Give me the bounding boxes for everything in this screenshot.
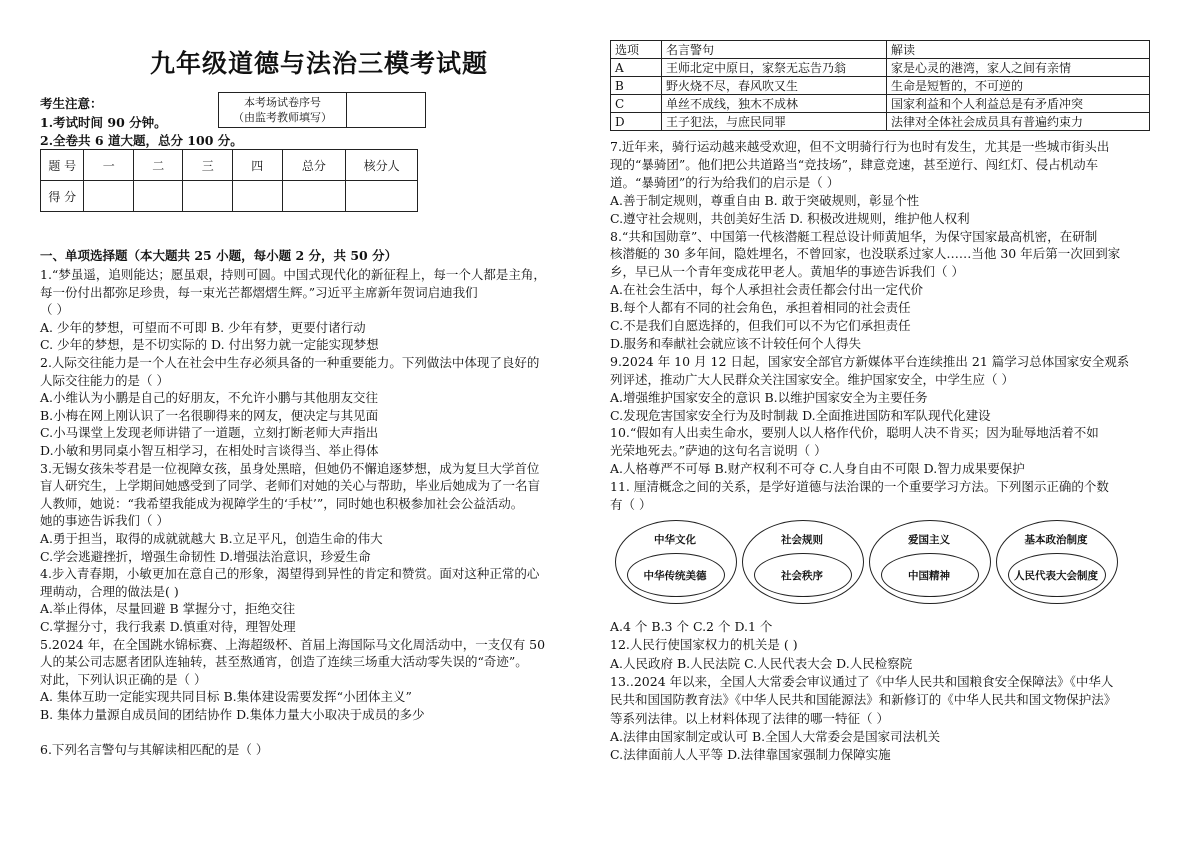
inner-oval-label: 中华传统美德	[643, 570, 707, 582]
score-cell[interactable]	[233, 181, 283, 212]
outer-oval-label: 中华文化	[654, 534, 696, 546]
quote-cell: A	[611, 59, 662, 77]
score-header-cell: 总分	[282, 150, 346, 181]
score-header-row	[41, 150, 418, 181]
question-line: 道。“暴骑团”的行为给我们的启示是（ ）	[610, 174, 840, 190]
score-table	[40, 149, 418, 212]
question-line: A.勇于担当，取得的成就就越大 B.立足平凡，创造生命的伟大	[40, 531, 383, 546]
question-line: 列评述，推动广大人民群众关注国家安全。维护国家安全，中学生应（ ）	[610, 371, 1014, 387]
quote-header-cell: 选项	[611, 41, 662, 59]
score-header-cell: 核分人	[346, 150, 418, 181]
section-heading: 一、单项选择题（本大题共 25 小题，每小题 2 分，共 50 分）	[40, 248, 398, 263]
question-line: 7.近年来，骑行运动越来越受欢迎，但不文明骑行行为也时有发生，尤其是一些城市街头出	[610, 139, 1110, 154]
question-line: 6.下列名言警句与其解读相匹配的是（ ）	[40, 742, 269, 758]
quote-cell: C	[611, 95, 662, 113]
question-line: A.在社会生活中，每个人承担社会责任都会付出一定代价	[610, 282, 924, 298]
score-row-label: 得 分	[41, 181, 84, 212]
question-line: 盲人研究生，上学期间她感受到了同学、老师们对她的关心与帮助，毕业后她成为了一名盲	[40, 478, 541, 494]
question-line: C.发现危害国家安全行为及时制裁 D.全面推进国防和军队现代化建设	[610, 407, 991, 423]
score-cell[interactable]	[346, 181, 418, 212]
question-line: B.小梅在网上刚认识了一名很聊得来的网友，便决定与其见面	[40, 407, 379, 423]
question-line: 乡，早已从一个青年变成花甲老人。黄旭华的事迹告诉我们（ ）	[610, 264, 964, 280]
question-line: C.小马课堂上发现老师讲错了一道题，立刻打断老师大声指出	[40, 425, 379, 441]
question-line: （ ）	[40, 302, 69, 318]
question-line: 2.人际交往能力是一个人在社会中生存必须具备的一种重要能力。下列做法中体现了良好的	[40, 355, 540, 370]
quote-cell: D	[611, 113, 662, 131]
score-cell[interactable]	[282, 181, 346, 212]
question-line: A. 集体互助一定能实现共同目标 B.集体建设需要发挥“小团体主义”	[40, 689, 412, 705]
quote-table	[610, 40, 1150, 131]
question-line: 4.步入青春期，小敏更加在意自己的形象，渴望得到异性的肯定和赞赏。面对这种正常的心	[40, 566, 540, 582]
question-line: 13..2024 年以来，全国人大常委会审议通过了《中华人民共和国粮食安全保障法》《中华人	[610, 673, 1114, 689]
quote-cell: 生命是短暂的，不可逆的	[887, 77, 1150, 95]
quote-row	[611, 113, 1150, 131]
inner-oval-label: 人民代表大会制度	[1014, 570, 1098, 582]
question-line: 1.“梦虽遥，追则能达；愿虽艰，持则可圆。中国式现代化的新征程上，每一个人都是主角，	[40, 267, 546, 282]
score-header-cell: 二	[133, 150, 183, 181]
question-line: A.举止得体，尽量回避 B 掌握分寸，拒绝交往	[40, 601, 296, 617]
question-line: 她的事迹告诉我们（ ）	[40, 513, 169, 529]
question-line: A. 少年的梦想，可望而不可即 B. 少年有梦，更要付诸行动	[40, 319, 366, 335]
question-line: 9.2024 年 10 月 12 日起，国家安全部官方新媒体平台连续推出 21 篇学习总体国家安全观系	[610, 353, 1130, 369]
question-line: A.善于制定规则，尊重自由 B. 敢于突破规则，彰显个性	[610, 192, 920, 208]
question-line: 11. 厘清概念之间的关系，是学好道德与法治课的一个重要学习方法。下列图示正确的个数	[610, 479, 1109, 495]
question-line: 8.“共和国勋章”、中国第一代核潜艇工程总设计师黄旭华，为保守国家最高机密，在研制	[610, 228, 1098, 244]
notice-heading: 考生注意：	[40, 96, 103, 111]
quote-cell: 法律对全体社会成员具有普遍约束力	[887, 113, 1150, 131]
question-line: C.遵守社会规则，共创美好生活 D. 积极改进规则，维护他人权利	[610, 210, 970, 226]
seat-number-box	[218, 92, 426, 128]
question-line: C.法律面前人人平等 D.法律靠国家强制力保障实施	[610, 747, 891, 763]
question-line: 3.无锡女孩朱苓君是一位视障女孩，虽身处黑暗，但她仍不懈追逐梦想，成为复旦大学首位	[40, 460, 540, 476]
outer-oval-label: 爱国主义	[908, 534, 950, 546]
question-line: 对此，下列认识正确的是（ ）	[40, 671, 207, 687]
inner-oval-label: 中国精神	[908, 570, 950, 582]
quote-cell: 家是心灵的港湾，家人之间有亲情	[887, 59, 1150, 77]
question-line: 民共和国国防教育法》《中华人民共和国能源法》和新修订的《中华人民共和国文物保护法》	[610, 692, 1117, 708]
question-line: A.小维认为小鹏是自己的好朋友，不允许小鹏与其他朋友交往	[40, 390, 379, 406]
question-line: 核潜艇的 30 多年间，隐姓埋名，不曾回家，也没联系过家人……当他 30 年后第一次回到家	[610, 246, 1121, 262]
score-row	[41, 181, 418, 212]
question-line: A.4 个 B.3 个 C.2 个 D.1 个	[610, 619, 773, 634]
quote-header-cell: 解读	[887, 41, 1150, 59]
score-header-cell: 一	[84, 150, 134, 181]
question-line: C.学会逃避挫折，增强生命韧性 D.增强法治意识，珍爱生命	[40, 548, 371, 564]
seat-box-label: 本考场试卷序号	[244, 96, 321, 109]
question-line: A.人格尊严不可辱 B.财产权利不可夺 C.人身自由不可限 D.智力成果要保护	[610, 461, 1025, 477]
outer-oval-label: 社会规则	[781, 534, 823, 546]
question-line: A.人民政府 B.人民法院 C.人民代表大会 D.人民检察院	[610, 655, 913, 671]
score-header-cell: 题 号	[41, 150, 84, 181]
question-line: B.每个人都有不同的社会角色，承担着相同的社会责任	[610, 300, 911, 316]
quote-row	[611, 77, 1150, 95]
question-line: C.掌握分寸，我行我素 D.慎重对待，理智处理	[40, 619, 296, 634]
quote-cell: 野火烧不尽，春风吹又生	[662, 77, 887, 95]
seat-box-note: （由监考教师填写）	[233, 111, 332, 124]
question-line: D.小敏和男同桌小智互相学习，在相处时言谈得当、举止得体	[40, 443, 379, 458]
question-line: B. 集体力量源自成员间的团结协作 D.集体力量大小取决于成员的多少	[40, 707, 425, 722]
score-header-cell: 三	[183, 150, 233, 181]
question-line: A.增强维护国家安全的意识 B.以维护国家安全为主要任务	[610, 389, 928, 405]
question-line: 理萌动，合理的做法是( )	[40, 583, 179, 599]
page-title: 九年级道德与法治三模考试题	[150, 49, 489, 78]
question-line: 有（ ）	[610, 497, 652, 512]
question-line: 现的“暴骑团”。他们把公共道路当“竞技场”，肆意竞速，甚至逆行、闯红灯、侵占机动车	[610, 156, 1099, 172]
score-header-cell: 四	[233, 150, 283, 181]
question-line: 光荣地死去。”萨迪的这句名言说明（ ）	[610, 443, 827, 459]
score-cell[interactable]	[133, 181, 183, 212]
question-line: 每一份付出都弥足珍贵，每一束光芒都熠熠生辉。”习近平主席新年贺词启迪我们	[40, 284, 478, 300]
question-line: 人际交往能力的是（ ）	[40, 372, 169, 388]
question-line: D.服务和奉献社会就应该不计较任何个人得失	[610, 335, 862, 351]
quote-cell: 国家利益和个人利益总是有矛盾冲突	[887, 95, 1150, 113]
question-line: C. 少年的梦想，是不切实际的 D. 付出努力就一定能实现梦想	[40, 337, 379, 353]
quote-header-cell: 名言警句	[662, 41, 887, 59]
quote-row	[611, 59, 1150, 77]
quote-cell: 单丝不成线，独木不成林	[662, 95, 887, 113]
question-line: A.法律由国家制定或认可 B.全国人大常委会是国家司法机关	[610, 728, 941, 744]
notice-item: 2.全卷共 6 道大题，总分 100 分。	[40, 133, 243, 148]
question-line: 人教师，她说：“我希望我能成为视障学生的‘手杖’”，同时她也积极参加社会公益活动。	[40, 495, 524, 511]
score-cell[interactable]	[84, 181, 134, 212]
quote-cell: 王子犯法，与庶民同罪	[662, 113, 887, 131]
notice-item: 1.考试时间 90 分钟。	[40, 115, 167, 130]
question-line: 12.人民行使国家权力的机关是 ( )	[610, 637, 798, 653]
question-line: 10.“假如有人出卖生命水，要别人以人格作代价，聪明人决不肯买；因为耻辱地活着不如	[610, 425, 1099, 441]
score-cell[interactable]	[183, 181, 233, 212]
question-line: C.不是我们自愿选择的，但我们可以不为它们承担责任	[610, 318, 911, 333]
question-line: 5.2024 年，在全国跳水锦标赛、上海超级杯、首届上海国际马文化周活动中，一支仅有 50	[40, 636, 546, 652]
question-line: 人的某公司志愿者团队连轴转，甚至熬通宵，创造了连续三场重大活动零失误的“奇迹”。	[40, 654, 528, 670]
quote-header-row	[611, 41, 1150, 59]
inner-oval-label: 社会秩序	[781, 570, 823, 582]
question-line: 等系列法律。以上材料体现了法律的哪一特征（ ）	[610, 710, 889, 726]
outer-oval-label: 基本政治制度	[1024, 534, 1088, 546]
quote-row	[611, 95, 1150, 113]
quote-cell: B	[611, 77, 662, 95]
quote-cell: 王师北定中原日，家祭无忘告乃翁	[662, 59, 887, 77]
